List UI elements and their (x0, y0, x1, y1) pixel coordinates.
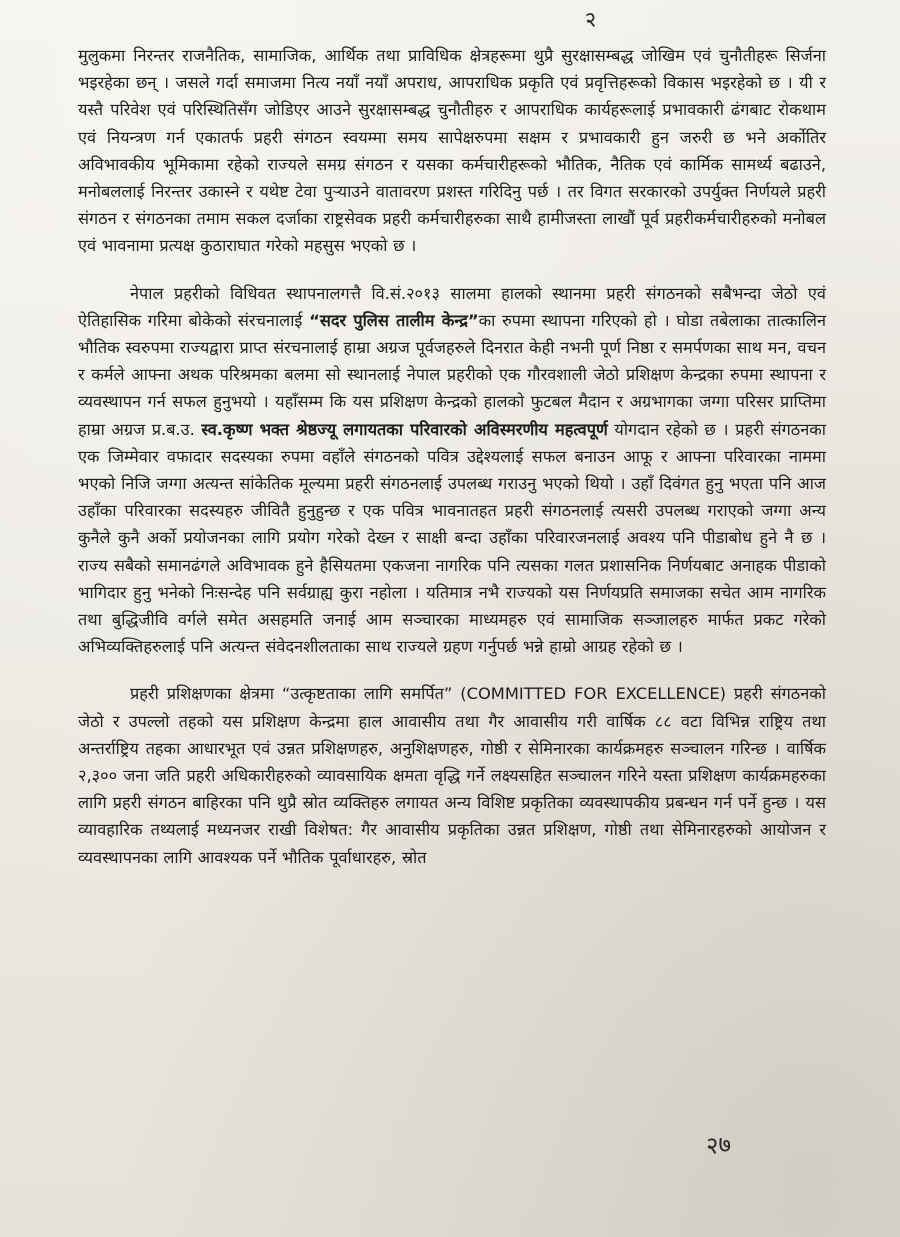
family-contribution-highlight: स्व.कृष्ण भक्त श्रेष्ठज्यू लगायतका परिवारको अविस्मरणीय महत्वपूर्ण (201, 419, 608, 439)
handwritten-page-number: २ (582, 7, 600, 34)
letter-body (78, 42, 826, 871)
paragraph-2 (78, 280, 826, 661)
paragraph-2-text-c: योगदान रहेको छ । प्रहरी संगठनका एक जिम्मेवार वफादार सदस्यका रुपमा वहाँले संगठनको पवित्र उद्देश्यलाई सफल बनाउन आफू र आफ्ना परिवारका नाममा भएको निजि जग्गा अत्यन्त सांकेतिक मूल्यमा प्रहरी संगठनलाई उपलब्ध गराउनु भएको थियो । उहाँ दिवंगत हुनु भएता पनि आज उहाँका परिवारका सदस्यहरु जीवितै हुनुहुन्छ र एक पवित्र भावनातहत प्रहरी संगठनलाई त्यसरी उपलब्ध गराएको जग्गा अन्य कुनैले कुनै अर्को प्रयोजनका लागि प्रयोग गरेको देख्न र साक्षी बन्दा उहाँका परिवारजनलाई अवश्य पनि पीडाबोध हुने नै छ । राज्य सबैको समानढंगले अविभावक हुने हैसियतमा एकजना नागरिक पनि त्यसका गलत प्रशासनिक निर्णयबाट अनाहक पीडाको भागिदार हुनु भनेको निःसन्देह पनि सर्वग्राह्य कुरा नहोला । यतिमात्र नभै राज्यको यस निर्णयप्रति समाजका सचेत आम नागरिक तथा बुद्धिजीवि वर्गले समेत असहमति जनाई आम सञ्चारका माध्यमहरु एवं सामाजिक सञ्जालहरु मार्फत प्रकट गरेको अभिव्यक्तिहरुलाई पनि अत्यन्त संवेदनशीलताका साथ राज्यले ग्रहण गर्नुपर्छ भन्ने हाम्रो आग्रह रहेको छ । (78, 419, 826, 657)
training-center-name: “सदर पुलिस तालीम केन्द्र” (309, 310, 479, 330)
paragraph-2-text-a: नेपाल प्रहरीको विधिवत स्थापनालगत्तै वि.सं.२०१३ सालमा हालको स्थानमा प्रहरी संगठनको सबैभन्दा जेठो एवं ऐतिहासिक गरिमा बोकेको संरचनालाई (78, 283, 826, 330)
paragraph-3: प्रहरी प्रशिक्षणका क्षेत्रमा “उत्कृष्टताका लागि समर्पित” (COMMITTED FOR EXCELLENCE) प्रहरी संगठनको जेठो र उपल्लो तहको यस प्रशिक्षण केन्द्रमा हाल आवासीय तथा गैर आवासीय गरी वार्षिक ८८ वटा विभिन्न राष्ट्रिय तथा अन्तर्राष्ट्रिय तहका आधारभूत एवं उन्नत प्रशिक्षणहरु, अनुशिक्षणहरु, गोष्ठी र सेमिनारका कार्यक्रमहरु सञ्चालन गरिन्छ । वार्षिक २,३०० जना जति प्रहरी अधिकारीहरुको व्यावसायिक क्षमता वृद्धि गर्ने लक्ष्यसहित सञ्चालन गरिने यस्ता प्रशिक्षण कार्यक्रमहरुका लागि प्रहरी संगठन बाहिरका पनि थुप्रै स्रोत व्यक्तिहरु लगायत अन्य विशिष्ट प्रकृतिका व्यवस्थापकीय प्रबन्धन गर्न पर्ने हुन्छ । यस व्यावहारिक तथ्यलाई मध्यनजर राखी विशेषत: गैर आवासीय प्रकृतिका उन्नत प्रशिक्षण, गोष्ठी तथा सेमिनारहरुको आयोजन र व्यवस्थापनका लागि आवश्यक पर्ने भौतिक पूर्वाधारहरु, स्रोत (78, 684, 826, 867)
paragraph-2-text-b: का रुपमा स्थापना गरिएको हो । घोडा तबेलाका तात्कालिन भौतिक स्वरुपमा राज्यद्वारा प्राप्त संरचनालाई हाम्रा अग्रज पूर्वजहरुले दिनरात केही नभनी पूर्ण निष्ठा र समर्पणका साथ मन, वचन र कर्मले आफ्ना अथक परिश्रमका बलमा सो स्थानलाई नेपाल प्रहरीको एक गौरवशाली जेठो प्रशिक्षण केन्द्रका रुपमा स्थापना र व्यवस्थापन गर्न सफल हुनुभयो । यहाँसम्म कि यस प्रशिक्षण केन्द्रको हालको फुटबल मैदान र अग्रभागका जग्गा परिसर प्राप्तिमा हाम्रा अग्रज प्र.ब.उ. (78, 310, 826, 439)
paragraph-1: मुलुकमा निरन्तर राजनैतिक, सामाजिक, आर्थिक तथा प्राविधिक क्षेत्रहरूमा थुप्रै सुरक्षासम्बद्ध जोखिम एवं चुनौतीहरू सिर्जना भइरहेका छन् । जसले गर्दा समाजमा नित्य नयाँ नयाँ अपराध, आपराधिक प्रकृति एवं प्रवृत्तिहरूको विकास भइरहेको छ । यी र यस्तै परिवेश एवं परिस्थितिसँग जोडिएर आउने सुरक्षासम्बद्ध चुनौतीहरु र आपराधिक कार्यहरूलाई प्रभावकारी ढंगबाट रोकथाम एवं नियन्त्रण गर्न एकातर्फ प्रहरी संगठन स्वयम्मा समय सापेक्षरुपमा सक्षम र प्रभावकारी हुन जरुरी छ भने अर्कोतिर अविभावकीय भूमिकामा रहेको राज्यले समग्र संगठन र यसका कर्मचारीहरूको भौतिक, नैतिक एवं कार्मिक सामर्थ्य बढाउने, मनोबललाई निरन्तर उकास्ने र यथेष्ट टेवा पुर्‍याउने वातावरण प्रशस्त गरिदिनु पर्छ । तर विगत सरकारको उपर्युक्त निर्णयले प्रहरी संगठन र संगठनका तमाम सकल दर्जाका राष्ट्रसेवक प्रहरी कर्मचारीहरुका साथै हामीजस्ता लाखौं पूर्व प्रहरीकर्मचारीहरुको मनोबल एवं भावनामा प्रत्यक्ष कुठाराघात गरेको महसुस भएको छ । (78, 46, 826, 256)
handwritten-initials: २७ (704, 1129, 733, 1161)
